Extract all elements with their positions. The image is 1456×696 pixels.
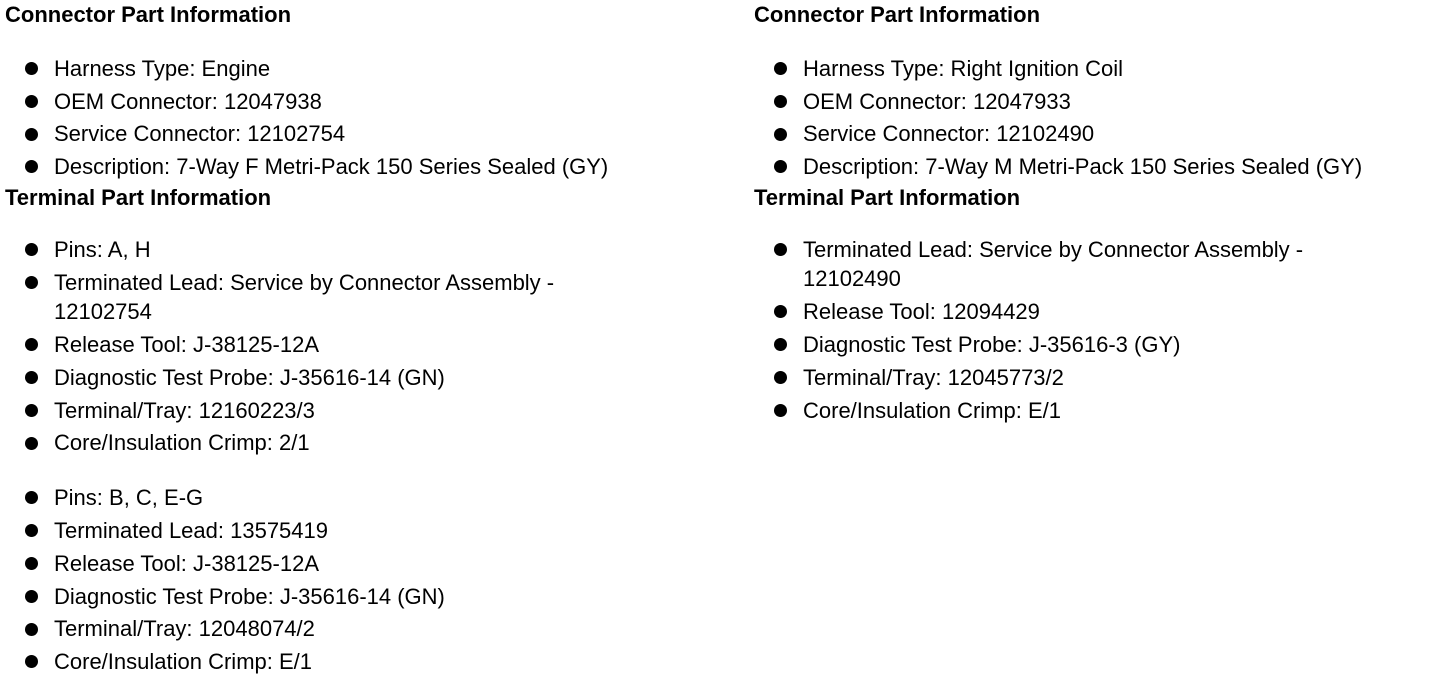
connector-part-heading: Connector Part Information — [5, 2, 292, 27]
connector-part-heading: Connector Part Information — [754, 2, 1041, 27]
list-item: Terminal/Tray: 12160223/3 — [5, 394, 725, 427]
list-item: Terminated Lead: Service by Connector Assembly - 12102490 — [754, 233, 1454, 295]
left-column — [5, 0, 725, 678]
bullet-icon — [25, 62, 38, 75]
list-item: Release Tool: 12094429 — [754, 295, 1454, 328]
bullet-icon — [25, 128, 38, 141]
list-item: Diagnostic Test Probe: J-35616-14 (GN) — [5, 361, 725, 394]
list-item: Service Connector: 12102754 — [5, 118, 725, 151]
bullet-icon — [25, 491, 38, 504]
list-item: Harness Type: Engine — [5, 52, 725, 85]
list-item: Harness Type: Right Ignition Coil — [754, 52, 1454, 85]
right-column — [754, 0, 1454, 427]
bullet-icon — [25, 95, 38, 108]
list-item: Core/Insulation Crimp: E/1 — [754, 394, 1454, 427]
list-item: Release Tool: J-38125-12A — [5, 328, 725, 361]
bullet-icon — [774, 371, 787, 384]
connector-part-list — [5, 52, 725, 183]
list-item: Service Connector: 12102490 — [754, 118, 1454, 151]
bullet-icon — [25, 404, 38, 417]
bullet-icon — [25, 160, 38, 173]
list-item: Terminal/Tray: 12045773/2 — [754, 361, 1454, 394]
list-item: Diagnostic Test Probe: J-35616-14 (GN) — [5, 580, 725, 613]
list-item: Release Tool: J-38125-12A — [5, 547, 725, 580]
list-item: Core/Insulation Crimp: 2/1 — [5, 427, 725, 460]
terminal-part-heading: Terminal Part Information — [5, 185, 272, 211]
bullet-icon — [25, 655, 38, 668]
terminal-group-1 — [754, 233, 1454, 426]
list-item: OEM Connector: 12047933 — [754, 85, 1454, 118]
list-item: Description: 7-Way M Metri-Pack 150 Series Sealed (GY) — [754, 150, 1454, 183]
bullet-icon — [25, 623, 38, 636]
list-item: Terminal/Tray: 12048074/2 — [5, 613, 725, 646]
bullet-icon — [774, 95, 787, 108]
list-item: Diagnostic Test Probe: J-35616-3 (GY) — [754, 328, 1454, 361]
bullet-icon — [25, 524, 38, 537]
list-item: Terminated Lead: Service by Connector Assembly - 12102754 — [5, 266, 725, 328]
list-item: Description: 7-Way F Metri-Pack 150 Series Sealed (GY) — [5, 150, 725, 183]
connector-part-list — [754, 52, 1454, 183]
terminal-group-1 — [5, 233, 725, 459]
bullet-icon — [774, 338, 787, 351]
list-item: OEM Connector: 12047938 — [5, 85, 725, 118]
bullet-icon — [25, 590, 38, 603]
terminal-part-heading: Terminal Part Information — [754, 185, 1021, 211]
bullet-icon — [25, 557, 38, 570]
bullet-icon — [774, 404, 787, 417]
bullet-icon — [774, 305, 787, 318]
list-item: Terminated Lead: 13575419 — [5, 514, 725, 547]
bullet-icon — [25, 338, 38, 351]
bullet-icon — [774, 62, 787, 75]
list-item: Pins: B, C, E-G — [5, 481, 725, 514]
bullet-icon — [25, 371, 38, 384]
bullet-icon — [774, 128, 787, 141]
list-item: Core/Insulation Crimp: E/1 — [5, 645, 725, 678]
terminal-group-2 — [5, 481, 725, 678]
bullet-icon — [25, 243, 38, 256]
bullet-icon — [774, 243, 787, 256]
bullet-icon — [774, 160, 787, 173]
bullet-icon — [25, 276, 38, 289]
bullet-icon — [25, 437, 38, 450]
list-item: Pins: A, H — [5, 233, 725, 266]
